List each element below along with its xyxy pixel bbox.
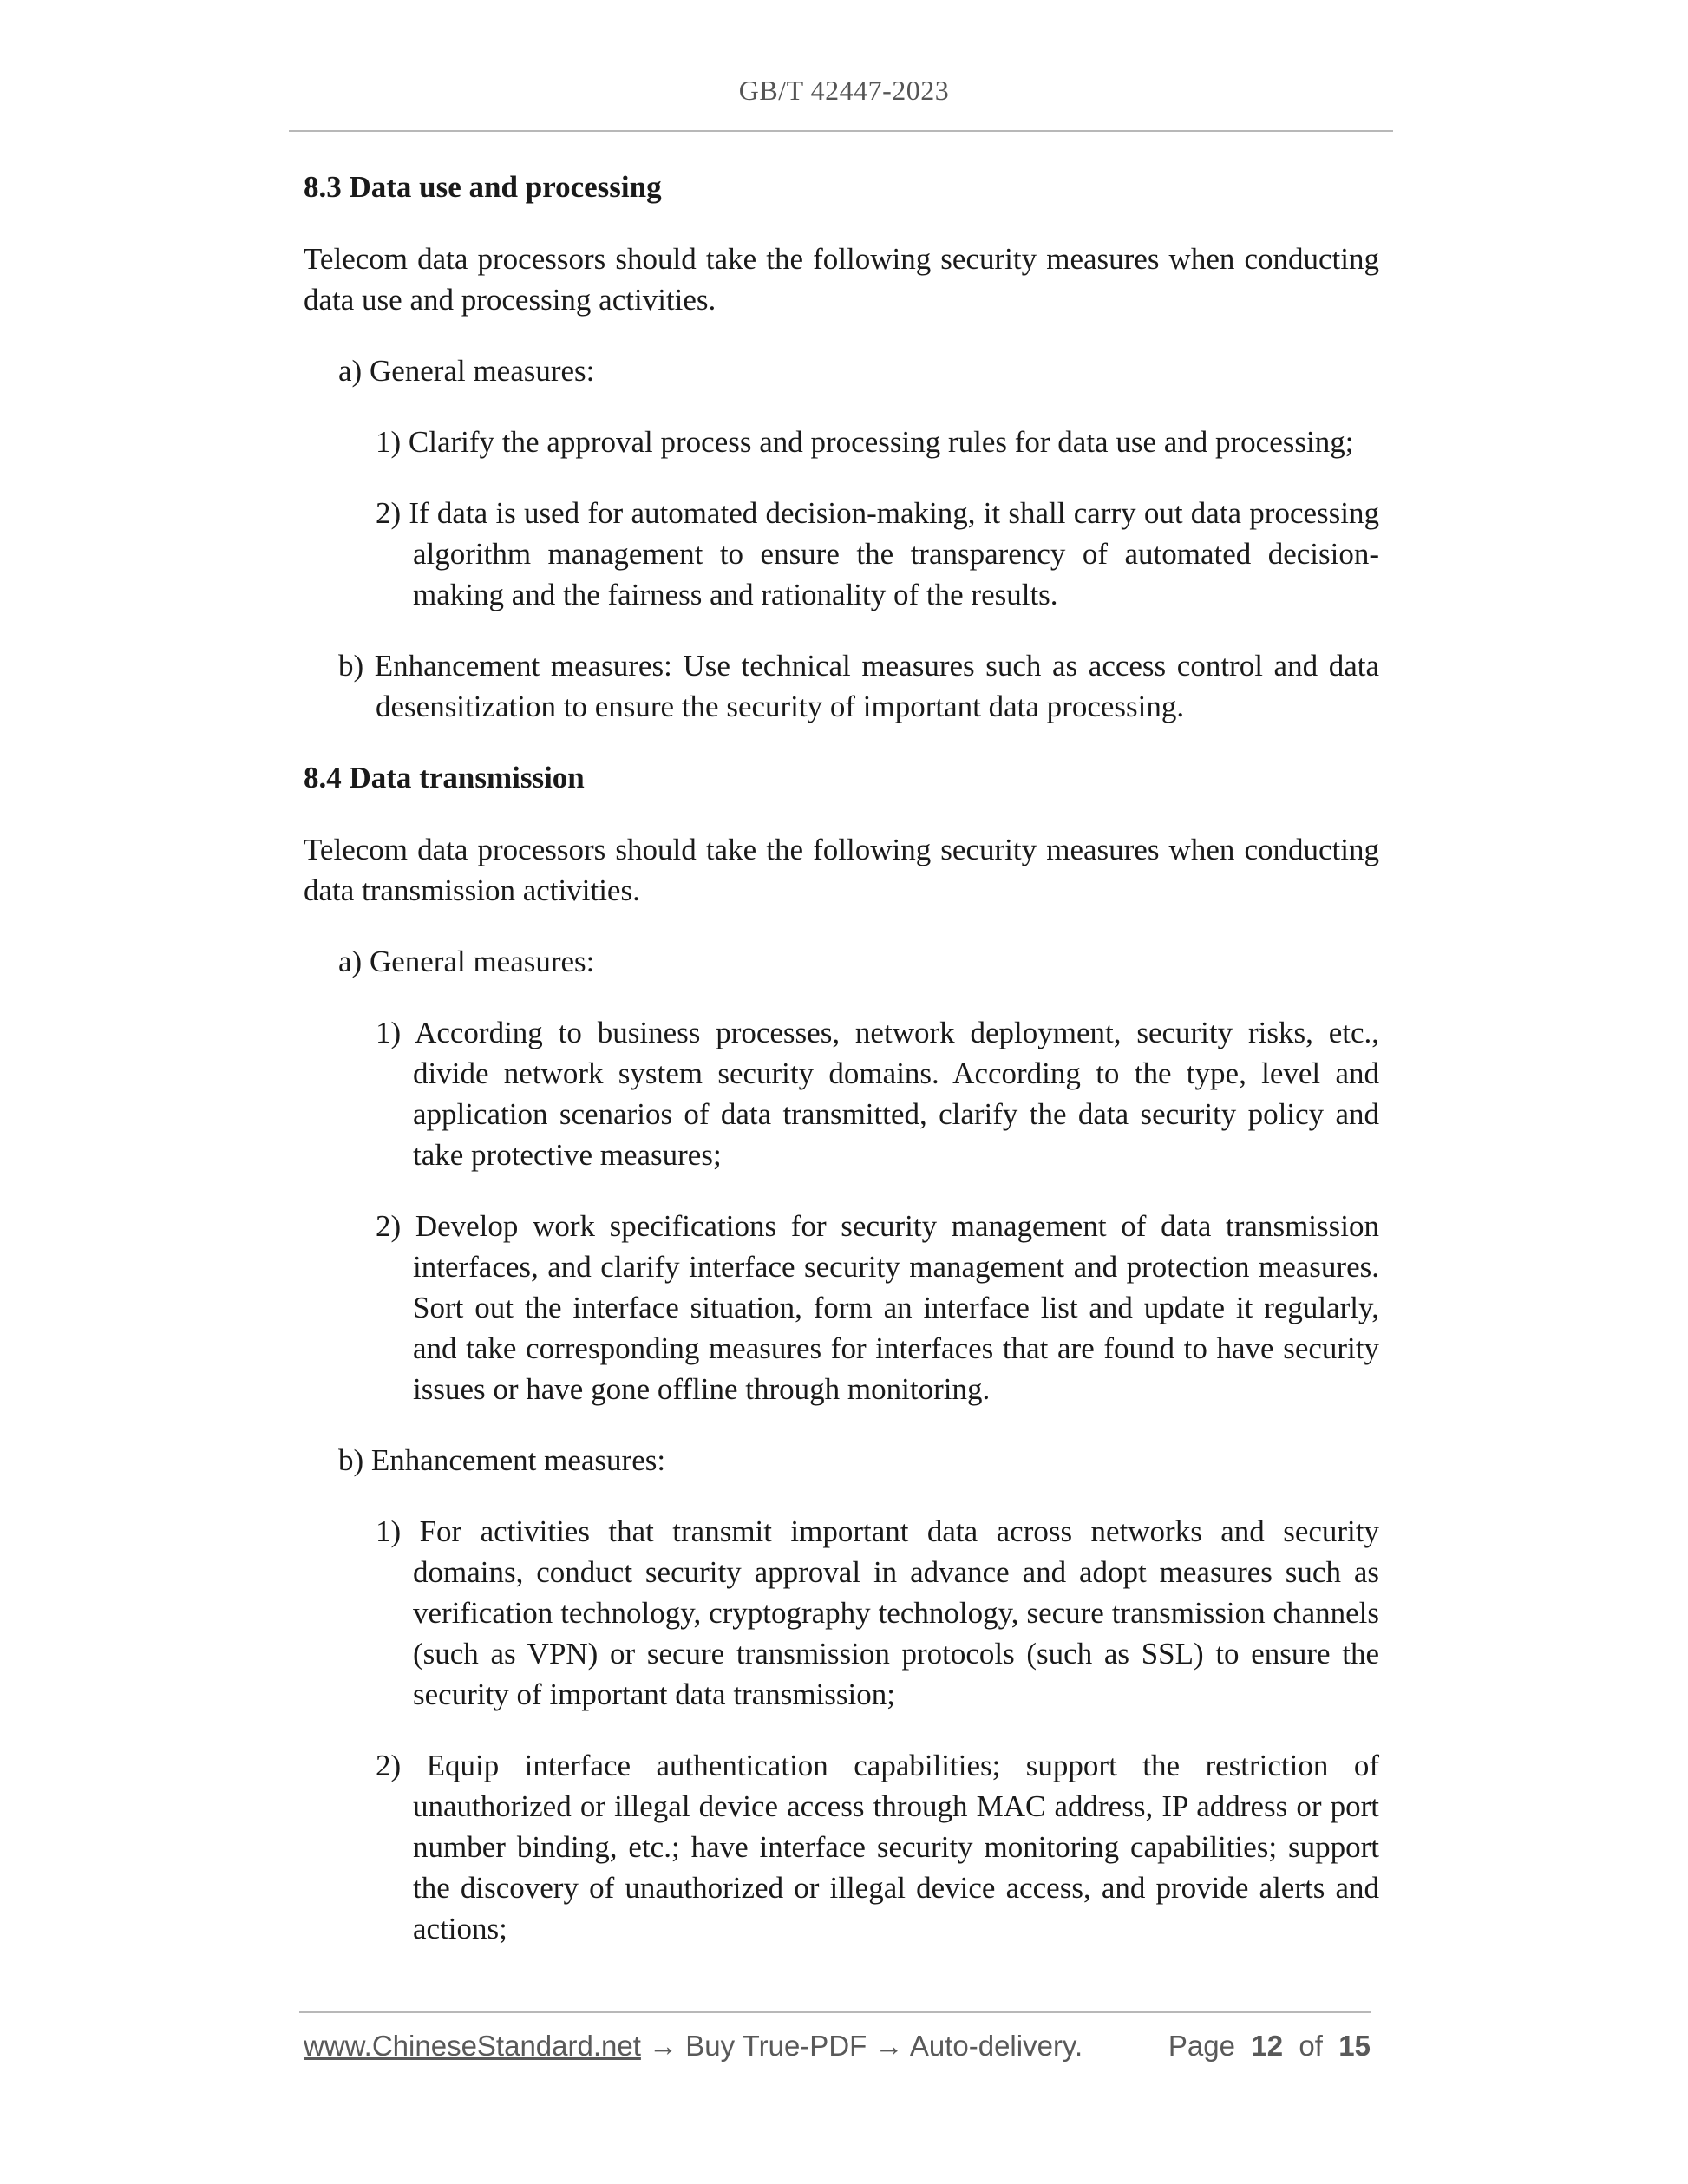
page-word: Page (1168, 2030, 1235, 2062)
section-8-3-general-item-2: 2) If data is used for automated decision-making, it shall carry out data processing algorithm management to ensure the transparency of automated decision-making and the fairness and rationality of the results. (376, 496, 1379, 611)
section-8-3-general-label: a) General measures: (338, 354, 595, 388)
buy-true-pdf-text: Buy True-PDF (685, 2030, 867, 2062)
page-total: 15 (1338, 2030, 1371, 2062)
section-8-4-enhancement-item-2: 2) Equip interface authentication capabilities; support the restriction of unauthorized or illegal device access through MAC address, IP address or port number binding, etc.; have interface security monitoring capabilities; support the discovery of unauthorized or illegal device access, and provide alerts and actions; (376, 1749, 1379, 1945)
section-8-4-enhancement-label: b) Enhancement measures: (338, 1443, 666, 1477)
document-number-header: GB/T 42447-2023 (738, 75, 950, 106)
section-8-4-general-item-1: 1) According to business processes, network deployment, security risks, etc., divide network system security domains. According to the type, level and application scenarios of data transmitted, clarify the data security policy and take protective measures; (376, 1016, 1379, 1172)
footer-promo (304, 2030, 1083, 2063)
page-of-word: of (1299, 2030, 1323, 2062)
section-8-3-enhancement: b) Enhancement measures: Use technical measures such as access control and data desensitization to ensure the security of important data processing. (338, 649, 1379, 723)
page-number (1168, 2030, 1371, 2063)
section-8-4-general-item-2: 2) Develop work specifications for security management of data transmission interfaces, and clarify interface security management and protection measures. Sort out the interface situation, form an interface list and update it regularly, and take corresponding measures for interfaces that are found to have security issues or have gone offline through monitoring. (376, 1209, 1379, 1406)
section-8-3-general-item-1: 1) Clarify the approval process and processing rules for data use and processing; (376, 425, 1354, 459)
chinese-standard-link[interactable]: www.ChineseStandard.net (304, 2030, 641, 2062)
page-content (304, 167, 1379, 1979)
arrow-icon: → (649, 2030, 678, 2062)
arrow-icon: → (874, 2030, 904, 2062)
section-8-4-intro: Telecom data processors should take the following security measures when conducting data transmission activities. (304, 833, 1379, 907)
footer-divider (299, 2011, 1371, 2013)
auto-delivery-text: Auto-delivery. (909, 2030, 1083, 2062)
page-current: 12 (1251, 2030, 1284, 2062)
section-8-4-enhancement-item-1: 1) For activities that transmit important data across networks and security domains, conduct security approval in advance and adopt measures such as verification technology, cryptography technology, secure transmission channels (such as VPN) or secure transmission protocols (such as SSL) to ensure the security of important data transmission; (376, 1514, 1379, 1711)
header-divider (289, 130, 1393, 132)
page-footer (304, 2030, 1371, 2073)
section-8-3-heading: 8.3 Data use and processing (304, 170, 662, 204)
section-8-4-heading: 8.4 Data transmission (304, 761, 585, 794)
section-8-4-general-label: a) General measures: (338, 945, 595, 978)
section-8-3-intro: Telecom data processors should take the following security measures when conducting data use and processing activities. (304, 242, 1379, 317)
